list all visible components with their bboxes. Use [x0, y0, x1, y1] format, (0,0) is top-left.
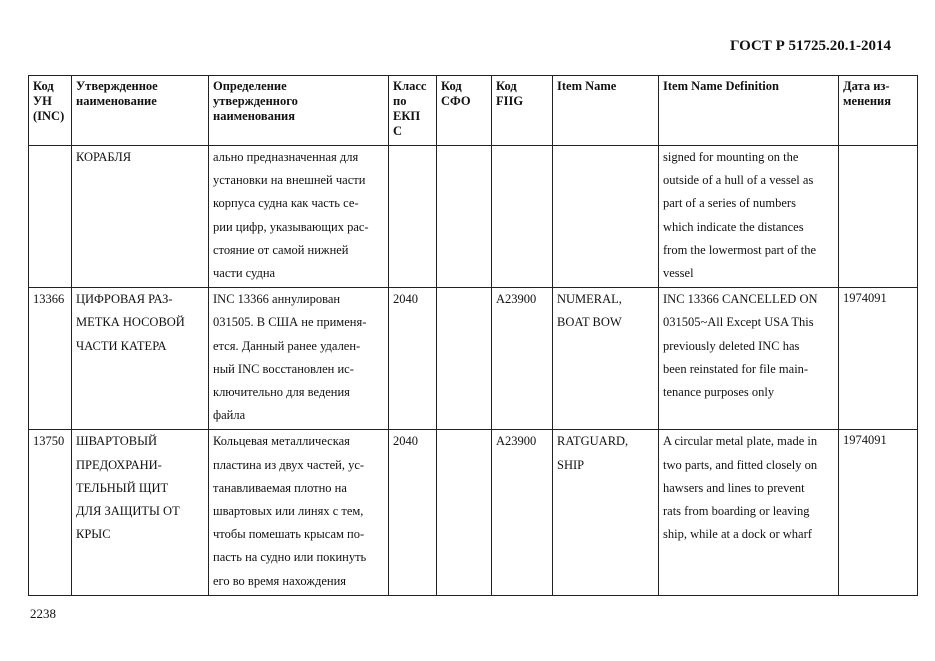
change-date-cell [839, 146, 918, 288]
header-line: Item Name [557, 79, 617, 93]
cell-line: 2040 [393, 292, 418, 307]
cell-line: ДЛЯ ЗАЩИТЫ ОТ [76, 504, 180, 519]
cell-line: hawsers and lines to prevent [663, 480, 805, 495]
cell-line: КРЫС [76, 527, 111, 542]
cell-line: Кольцевая металлическая [213, 434, 350, 449]
header-item-name [553, 76, 659, 146]
header-class [389, 76, 437, 146]
cell-line: 031505~All Except USA This [663, 315, 814, 330]
cell-line: which indicate the distances [663, 219, 804, 234]
definition-cell [209, 430, 389, 595]
cell-line: BOAT BOW [557, 315, 622, 330]
class-cell [389, 288, 437, 430]
cell-line: ПРЕДОХРАНИ- [76, 457, 162, 472]
header-line: Код [33, 79, 54, 93]
cell-line: его во время нахождения [213, 573, 347, 588]
cell-line: signed for mounting on the [663, 150, 799, 164]
cell-line: tenance purposes only [663, 385, 775, 400]
cell-line: 1974091 [843, 433, 887, 448]
cell-line: 031505. В США не применя- [213, 315, 367, 330]
inc-cell [29, 146, 72, 288]
cell-line: RATGUARD, [557, 434, 629, 449]
nomenclature-table [28, 75, 918, 596]
cell-line: A23900 [496, 434, 537, 449]
item-name-cell [553, 146, 659, 288]
class-cell [389, 430, 437, 595]
cell-line: 13750 [33, 434, 65, 449]
item-name-cell [553, 288, 659, 430]
cell-line: from the lowermost part of the [663, 242, 817, 257]
header-line: ЕКП [393, 109, 421, 123]
change-date-cell [839, 430, 918, 595]
cell-line: чтобы помешать крысам по- [213, 527, 365, 542]
cell-line: ship, while at a dock or wharf [663, 527, 812, 542]
cell-line: швартовых или линях с тем, [213, 504, 364, 519]
header-line: Item Name Definition [663, 79, 779, 93]
header-line: С [393, 124, 403, 138]
fiig-cell [492, 288, 553, 430]
header-line: Код [496, 79, 517, 93]
cell-line: INC 13366 CANCELLED ON [663, 292, 818, 307]
cell-line: two parts, and fitted closely on [663, 457, 818, 472]
page-number: 2238 [30, 606, 56, 621]
approved-name-cell [72, 146, 209, 288]
item-name-definition-cell [659, 288, 839, 430]
cell-line: рии цифр, указывающих рас- [213, 219, 369, 234]
header-item-name-definition [659, 76, 839, 146]
table-row [29, 146, 918, 288]
header-line: Утвержденное [76, 79, 158, 93]
cell-line: 1974091 [843, 291, 887, 306]
fiig-cell [492, 146, 553, 288]
class-cell [389, 146, 437, 288]
cell-line: корпуса судна как часть се- [213, 196, 359, 211]
header-line: Определение [213, 79, 287, 93]
cell-line: ЦИФРОВАЯ РАЗ- [76, 292, 173, 307]
header-line: по [393, 94, 407, 108]
header-line: Класс [393, 79, 427, 93]
cell-line: been reinstated for file main- [663, 361, 809, 376]
cell-line: NUMERAL, [557, 292, 622, 307]
change-date-cell [839, 288, 918, 430]
cell-line: пасть на судно или покинуть [213, 550, 367, 565]
cell-line: ключительно для ведения [213, 385, 350, 400]
cell-line: A23900 [496, 292, 537, 307]
item-name-cell [553, 430, 659, 595]
cell-line: 2040 [393, 434, 418, 449]
header-line: наименование [76, 94, 157, 108]
cell-line: ЧАСТИ КАТЕРА [76, 338, 167, 353]
table-header-row [29, 76, 918, 146]
header-line: (INC) [33, 109, 65, 123]
sfo-cell [437, 146, 492, 288]
header-change-date [839, 76, 918, 146]
inc-cell [29, 288, 72, 430]
cell-line: файла [213, 408, 246, 423]
standard-title: ГОСТ Р 51725.20.1-2014 [729, 38, 891, 54]
cell-line: КОРАБЛЯ [76, 150, 132, 164]
header-line: Дата из- [843, 79, 890, 93]
header-definition [209, 76, 389, 146]
sfo-cell [437, 430, 492, 595]
cell-line: ТЕЛЬНЫЙ ЩИТ [76, 480, 169, 495]
cell-line: A circular metal plate, made in [663, 434, 818, 449]
table-row [29, 430, 918, 595]
table-row [29, 288, 918, 430]
cell-line: rats from boarding or leaving [663, 504, 810, 519]
header-sfo [437, 76, 492, 146]
item-name-definition-cell [659, 430, 839, 595]
header-line: Код [441, 79, 462, 93]
header-line: менения [843, 94, 891, 108]
definition-cell [209, 146, 389, 288]
header-line: утвержденного [213, 94, 298, 108]
cell-line: ШВАРТОВЫЙ [76, 434, 158, 449]
cell-line: outside of a hull of a vessel as [663, 173, 814, 188]
cell-line: установки на внешней части [213, 173, 366, 188]
approved-name-cell [72, 288, 209, 430]
cell-line: пластина из двух частей, ус- [213, 457, 365, 472]
cell-line: танавливаемая плотно на [213, 480, 347, 495]
cell-line: INC 13366 аннулирован [213, 292, 341, 307]
item-name-definition-cell [659, 146, 839, 288]
header-line: СФО [441, 94, 471, 108]
cell-line: ется. Данный ранее удален- [213, 338, 361, 353]
cell-line: МЕТКА НОСОВОЙ [76, 315, 185, 330]
header-line: наименования [213, 109, 296, 123]
cell-line: SHIP [557, 457, 585, 472]
approved-name-cell [72, 430, 209, 595]
cell-line: ально предназначенная для [213, 150, 359, 164]
header-line: FIIG [496, 94, 524, 108]
sfo-cell [437, 288, 492, 430]
cell-line: vessel [663, 266, 694, 281]
cell-line: части судна [213, 266, 276, 281]
cell-line: 13366 [33, 292, 65, 307]
cell-line: ный INC восстановлен ис- [213, 361, 354, 376]
header-fiig [492, 76, 553, 146]
inc-cell [29, 430, 72, 595]
fiig-cell [492, 430, 553, 595]
header-approved-name [72, 76, 209, 146]
header-inc [29, 76, 72, 146]
definition-cell [209, 288, 389, 430]
cell-line: part of a series of numbers [663, 196, 796, 211]
cell-line: previously deleted INC has [663, 338, 800, 353]
cell-line: стояние от самой нижней [213, 242, 349, 257]
header-line: УН [33, 94, 52, 108]
